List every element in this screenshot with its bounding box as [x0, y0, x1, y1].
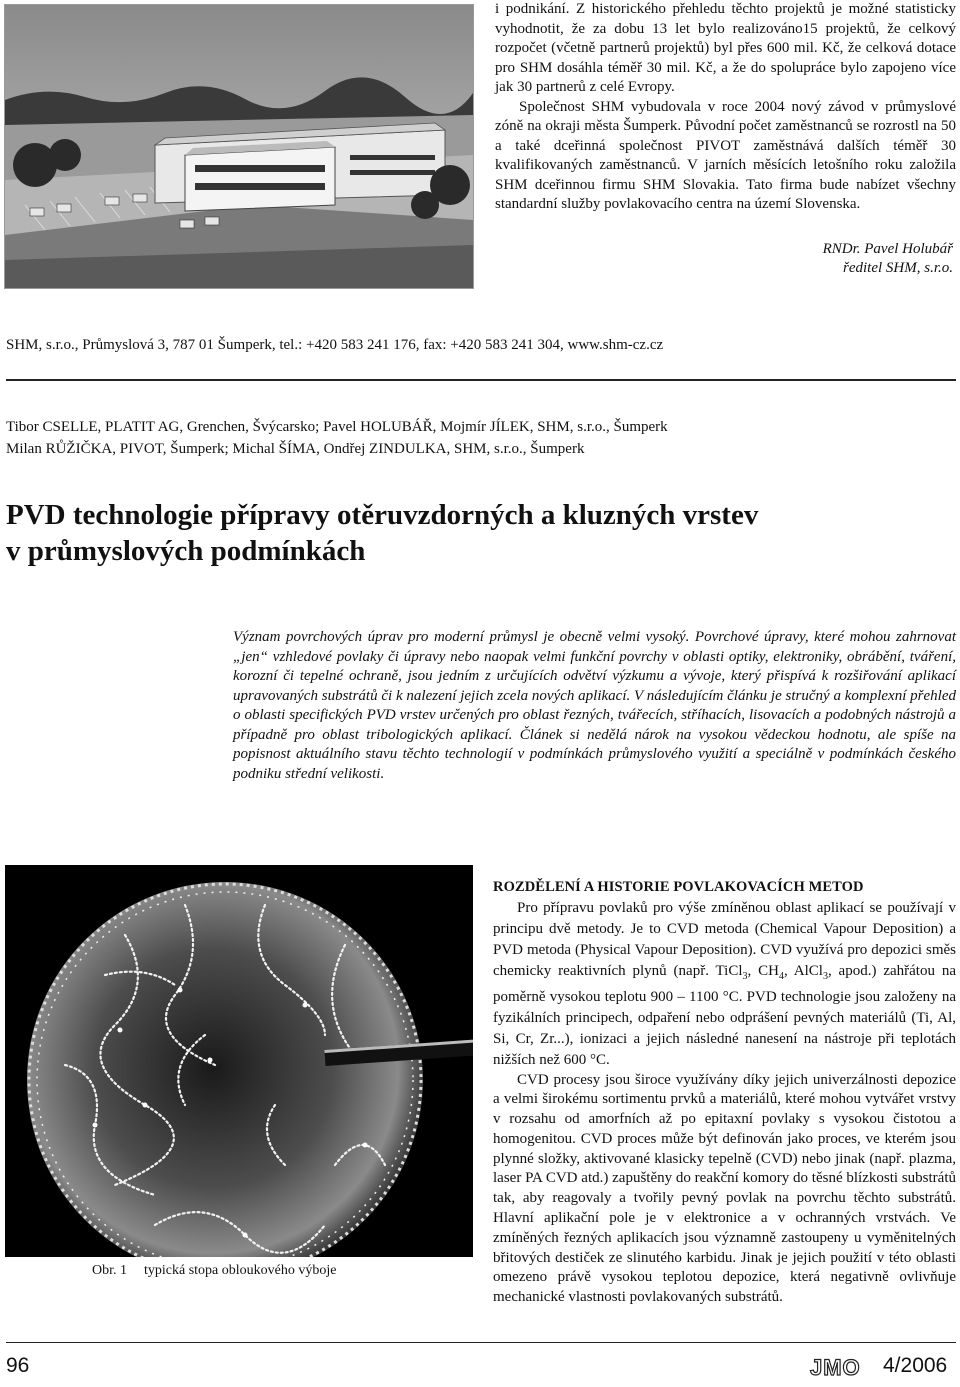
signature-name: RNDr. Pavel Holubář — [822, 241, 953, 257]
section-paragraph-2: CVD procesy jsou široce využívány díky jejich univerzálnosti depozice a velmi širokému sortimentu prvků a materiálů, které mohou vytvářet vrstvy v rozsahu od amorfních až po epitaxní povlaky s vysokou čistotou a homogenitou. CVD proces může být definován jako proces, ve kterém jsou plynné složky, aktivované klasicky tepelně (CVD) nebo jinak (např. plazma, laser PA CVD atd.) zapuštěny do reakční komory do těsné blízkosti substrátů tak, aby reagovaly a tvořily pevný povlak na povrchu těchto substrátů. Hlavní aplikační pole je v elektronice a v ochranných vrstvách. Ve zmíněných řezných aplikacích jsou významně zastoupeny u vyměnitelných břitových destiček ze slinutého karbidu. Jinak je jejich použití v této oblasti omezeno právě vysokou teplotou depozice, která negativně ovlivňuje mechanické vlastnosti povlakovaných substrátů. — [493, 1071, 956, 1306]
article-authors — [6, 416, 956, 460]
signature-role: ředitel SHM, s.r.o. — [843, 260, 953, 276]
section-paragraph-1: Pro přípravu povlaků pro výše zmíněnou oblast aplikací se používají v principu dvě metody. Je to CVD metoda (Chemical Vapour Deposition) a PVD metoda (Physical Vapour Deposition). CVD využívá pro depozici směs chemicky reaktivních plynů (např. TiCl$_3$, $CH_4$, AlCl$_3$, apod.) zahřátou na poměrně vysokou teplotu 900 – 1100 °C. PVD technologie jsou založeny na fyzikálních principech, odpaření nebo odprášení pevných materiálů (Ti, Al, Si, Cr, Zr...), ionizaci a jejich následné nanesení na nástroje při teplotách nižších než 600 °C. — [493, 899, 956, 1068]
footer-divider — [6, 1342, 956, 1343]
journal-issue: 4/2006 — [883, 1354, 948, 1377]
factory-photo — [4, 4, 474, 289]
title-line-2: v průmyslových podmínkách — [6, 535, 366, 567]
intro-paragraph-2: Společnost SHM vybudovala v roce 2004 nový závod v průmyslové zóně na okraji města Šumperk. Původní počet zaměstnanců se rozrostl na 50 a také dceřinná společnost PIVOT zaměstnává dalších téměř 30 kvalifikovaných zaměstnanců. V jarních měsících letošního roku založila SHM dceřinnou firmu SHM Slovakia. Tato firma bude nabízet všechny standardní služby povlakovacího centra na území Slovenska. — [495, 98, 956, 212]
authors-line-1: Tibor CSELLE, PLATIT AG, Grenchen, Švýcarsko; Pavel HOLUBÁŘ, Mojmír JÍLEK, SHM, s.r.o., Šumperk — [6, 419, 668, 435]
journal-logo: JMO — [810, 1355, 861, 1380]
authors-line-2: Milan RŮŽIČKA, PIVOT, Šumperk; Michal ŠÍMA, Ondřej ZINDULKA, SHM, s.r.o., Šumperk — [6, 441, 585, 457]
section-divider — [6, 379, 956, 381]
intro-column — [495, 0, 956, 215]
page-number: 96 — [6, 1354, 30, 1377]
intro-paragraph-1: i podnikání. Z historického přehledu těchto projektů je možné statisticky vyhodnotit, že za dobu 13 let bylo realizováno15 projektů, že celkový rozpočet (včetně partnerů projektů) byl přes 600 mil. Kč, že celková dotace pro SHM dosáhla téměř 30 mil. Kč, a že do spolupráce bylo zapojeno více jak 30 partnerů z celé Evropy. — [495, 1, 956, 95]
figure-1-caption — [92, 1263, 336, 1279]
arc-discharge-trace-image — [5, 865, 473, 1287]
article-abstract: Význam povrchových úprav pro moderní průmysl je obecně velmi vysoký. Povrchové úpravy, které mohou zahrnovat „jen“ vzhledové povlaky či úpravy nebo naopak velmi funkční povrchy v oblasti optiky, elektroniky, obrábění, tváření, korozní či tepelné ochraně, jsou jedním z určujících odvětví výzkumu a vývoje, který přispívá k rozšiřování aplikací upravovaných substrátů či k nalezení jejich zcela nových aplikací. V následujícím článku je stručný a komplexní přehled o oblasti specifických PVD vrstev určených pro oblast řezných, tvářecích, stříhacích, lisovacích a podobných nástrojů a případně pro oblast tribologických aplikací. Článek si nedělá nárok na vysokou vědeckou hodnotu, ale spíše na popisnost aktuálního stavu těchto technologií v podmínkách průmyslového využití a speciálně v podmínkách českého podniku střední velikosti. — [233, 629, 956, 782]
figure-1-caption-text: typická stopa obloukového výboje — [144, 1263, 337, 1278]
company-contact: SHM, s.r.o., Průmyslová 3, 787 01 Šumperk, tel.: +420 583 241 176, fax: +420 583 241 304, www.shm-cz.cz — [6, 337, 664, 353]
figure-1-label: Obr. 1 — [92, 1263, 127, 1278]
title-line-1: PVD technologie přípravy otěruvzdorných a kluzných vrstev — [6, 499, 759, 531]
section-heading: ROZDĚLENÍ A HISTORIE POVLAKOVACÍCH METOD — [493, 879, 864, 895]
figure-1 — [5, 865, 473, 1287]
section-column — [493, 878, 956, 1308]
signature — [700, 240, 953, 278]
factory-building-image — [5, 5, 473, 288]
article-title — [6, 497, 956, 569]
